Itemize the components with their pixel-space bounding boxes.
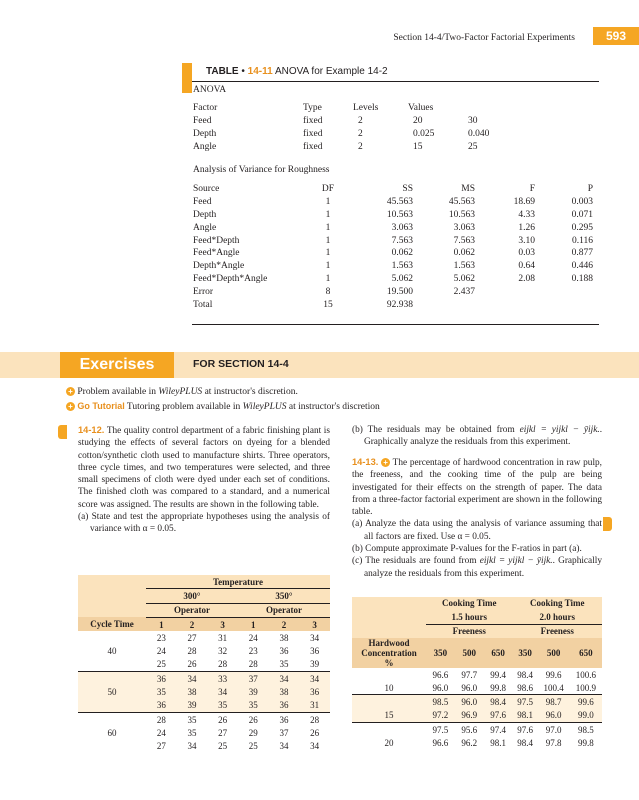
operator-number: 3 (299, 617, 330, 631)
factor-header-cell: Type (303, 103, 322, 114)
anova-header-cell: P (587, 184, 593, 195)
cycle-time-value (78, 631, 146, 644)
strength-cell: 96.6 (432, 738, 449, 749)
side-tab (603, 517, 612, 531)
anova-heading: ANOVA (193, 85, 227, 95)
table-rule-top (192, 81, 599, 82)
freeness-level: 650 (491, 647, 505, 658)
anova-cell: 0.03 (518, 248, 535, 259)
factor-table (193, 102, 518, 153)
operator-number-row (78, 617, 330, 631)
score-cell: 38 (279, 687, 289, 698)
strength-cell: 98.5 (432, 697, 449, 708)
score-cell: 26 (310, 727, 320, 738)
anova-cell: 15 (323, 299, 333, 310)
score-cell: 24 (248, 632, 258, 643)
cycle-time-value (78, 712, 146, 726)
score-cell: 36 (279, 646, 289, 657)
table-number: 14-11 (247, 66, 273, 77)
strength-cell: 99.8 (490, 682, 506, 693)
score-cell: 31 (310, 700, 320, 711)
table-row (352, 736, 602, 749)
factor-header-cell: Values (408, 103, 434, 114)
factor-cell: 0.025 (413, 128, 435, 139)
strength-cell: 100.4 (543, 682, 564, 693)
table-caption (206, 66, 388, 77)
anova-cell: 0.446 (571, 261, 593, 272)
score-cell: 35 (156, 687, 166, 698)
factor-cell: fixed (303, 141, 323, 152)
strength-cell: 98.6 (517, 682, 533, 693)
strength-cell: 97.5 (517, 697, 533, 708)
cycle-time-label: Cycle Time (90, 619, 134, 630)
score-cell: 26 (248, 714, 258, 725)
score-cell: 24 (156, 646, 166, 657)
anova-header-cell: F (529, 184, 535, 195)
table-row (352, 668, 602, 681)
anova-cell: Depth (193, 209, 217, 220)
plus-icon: + (381, 458, 390, 467)
strength-cell: 99.4 (490, 669, 506, 680)
strength-cell: 99.6 (545, 669, 562, 680)
strength-cell: 97.7 (461, 669, 478, 680)
table-row (78, 658, 330, 672)
anova-cell: 3.10 (518, 235, 535, 246)
anova-cell: 1 (325, 235, 331, 246)
cycle-time-value (78, 740, 146, 753)
anova-cell (475, 298, 535, 311)
anova-cell: 0.116 (571, 235, 593, 246)
side-tab (58, 425, 67, 439)
strength-cell: 97.6 (490, 710, 506, 721)
factor-row (193, 140, 518, 153)
temps-row (78, 589, 330, 603)
anova-cell: 0.062 (453, 248, 475, 259)
anova-cell: 7.563 (391, 235, 413, 246)
operator-number: 1 (146, 617, 177, 631)
anova-cell: 1.563 (391, 261, 413, 272)
score-cell: 27 (156, 741, 166, 752)
strength-cell: 96.6 (432, 669, 449, 680)
for-section-label: FOR SECTION 14-4 (193, 358, 289, 370)
operator-number: 1 (238, 617, 269, 631)
strength-cell: 98.4 (490, 697, 506, 708)
anova-cell: 0.003 (571, 197, 593, 208)
go-tutorial-label: Go Tutorial (77, 401, 125, 411)
score-cell: 39 (310, 659, 320, 670)
anova-row (193, 234, 593, 247)
score-cell: 36 (156, 673, 166, 684)
score-cell: 27 (187, 632, 197, 643)
score-cell: 27 (218, 727, 228, 738)
strength-cell: 96.9 (461, 710, 478, 721)
strength-cell: 97.5 (432, 724, 449, 735)
cooking-time-row (352, 597, 602, 610)
score-cell: 34 (187, 741, 197, 752)
freeness-level: 500 (462, 647, 477, 658)
score-cell: 34 (279, 741, 289, 752)
legend-wileyplus: + Problem available in WileyPLUS at instructor's discretion. (66, 387, 298, 397)
cycle-time-value: 40 (107, 646, 117, 657)
score-cell: 23 (156, 632, 166, 643)
strength-cell: 98.4 (517, 669, 533, 680)
anova-cell: 10.563 (448, 209, 475, 220)
score-cell: 37 (248, 673, 258, 684)
anova-cell (535, 285, 593, 298)
anova-header-cell: MS (461, 184, 475, 195)
table-row (352, 681, 602, 695)
anova-header-cell: Source (193, 184, 220, 195)
anova-cell: 0.877 (571, 248, 593, 259)
score-cell: 28 (218, 659, 228, 670)
anova-cell: 1 (325, 197, 331, 208)
plus-icon: + (66, 402, 75, 411)
strength-cell: 97.0 (545, 724, 562, 735)
strength-cell: 98.1 (517, 710, 533, 721)
factor-cell: 0.040 (468, 128, 490, 139)
score-cell: 32 (218, 646, 228, 657)
anova-cell: Feed (193, 197, 212, 208)
concentration-value (352, 668, 426, 681)
score-cell: 34 (279, 673, 289, 684)
anova-row (193, 209, 593, 222)
factor-header-cell: Levels (353, 103, 379, 114)
strength-cell: 98.1 (490, 738, 506, 749)
exercise-part-b: (b) Compute approximate P-values for the F-ratios in part (a). (352, 544, 582, 555)
freeness-level-row (352, 638, 602, 668)
anova-cell: 1.26 (518, 222, 535, 233)
concentration-value (352, 695, 426, 709)
exercises-banner: Exercises (60, 352, 174, 378)
factor-cell: 30 (468, 116, 478, 127)
score-cell: 34 (310, 673, 320, 684)
strength-cell: 97.8 (545, 738, 562, 749)
factor-cell: Angle (193, 141, 217, 152)
strength-cell: 100.9 (575, 682, 596, 693)
variance-heading: Analysis of Variance for Roughness (193, 165, 330, 175)
anova-cell: 1 (325, 273, 331, 284)
table-row (78, 712, 330, 726)
concentration-value (352, 723, 426, 737)
dye-score-table (78, 575, 330, 753)
score-cell: 28 (156, 714, 166, 725)
table-row (352, 723, 602, 737)
exercise-text: The percentage of hardwood concentration in raw pulp, the freeness, and the cooking time of the pulp are being investigated for their effects on the strength of paper. The data from a three-factor factorial experiment are shown in the following table. (352, 458, 603, 518)
score-cell: 34 (187, 673, 197, 684)
concentration-value: 20 (384, 738, 394, 749)
anova-cell: 1 (325, 209, 331, 220)
exercise-14-12-b: (b) The residuals may be obtained from eijkl = yijkl − ȳijk.. Graphically analyze the residuals from this experiment. (352, 425, 603, 448)
score-cell: 36 (310, 687, 320, 698)
strength-cell: 96.0 (461, 697, 478, 708)
factor-cell: fixed (303, 116, 323, 127)
anova-header-cell: DF (321, 184, 335, 195)
score-cell: 28 (248, 659, 258, 670)
operator-number: 2 (177, 617, 208, 631)
factor-cell: Feed (193, 116, 212, 127)
anova-cell: 45.563 (386, 197, 413, 208)
score-cell: 24 (156, 727, 166, 738)
table-row (78, 740, 330, 753)
anova-row (193, 247, 593, 260)
page-number: 593 (593, 27, 639, 45)
table-row (78, 631, 330, 644)
factor-cell: Depth (193, 128, 217, 139)
exercise-text: The quality control department of a fabric finishing plant is studying the effects of several factors on dyeing for a blended cotton/synthetic cloth used to manufacture shirts. Three operators, three cycle times, and two temperatures were selected, and three small specimens of cloth were dyed under each set of conditions. The finished cloth was compared to a standard, and a numerical score was assigned. The results are shown in the following table. (78, 426, 330, 510)
freeness-level: 650 (579, 647, 593, 658)
pulp-strength-table (352, 597, 602, 750)
score-cell: 35 (187, 727, 197, 738)
factor-row (193, 128, 518, 141)
anova-cell: Feed*Depth*Angle (193, 273, 268, 284)
anova-cell: 5.062 (453, 273, 475, 284)
score-cell: 25 (156, 659, 166, 670)
strength-cell: 97.2 (432, 710, 449, 721)
score-cell: 37 (279, 727, 289, 738)
anova-cell: 0.295 (571, 222, 593, 233)
exercise-part-a: (a) Analyze the data using the analysis of variance assuming that all factors are fixed. Use α = 0.05. (352, 519, 602, 542)
score-cell: 33 (218, 673, 228, 684)
time-2-0: 2.0 hours (539, 611, 576, 622)
score-cell: 34 (218, 687, 228, 698)
score-cell: 26 (187, 659, 197, 670)
freeness-level: 500 (546, 647, 561, 658)
score-cell: 36 (156, 700, 166, 711)
factor-cell: 2 (358, 116, 363, 127)
score-cell: 35 (218, 700, 228, 711)
factor-cell: fixed (303, 128, 323, 139)
score-cell: 39 (248, 687, 258, 698)
anova-cell: Angle (193, 222, 217, 233)
table-accent-bar (182, 63, 192, 93)
operator-number: 3 (207, 617, 238, 631)
table-row (78, 699, 330, 713)
anova-row (193, 298, 593, 311)
anova-table (193, 183, 593, 311)
legend-go-tutorial: + Go Tutorial Tutoring problem available in WileyPLUS at instructor's discretion (66, 401, 380, 412)
anova-cell (413, 298, 475, 311)
cooking-time-label: Cooking Time (442, 598, 497, 609)
strength-cell: 95.6 (461, 724, 478, 735)
anova-cell: 19.500 (386, 286, 413, 297)
freeness-level: 350 (518, 647, 532, 658)
cooking-time-label: Cooking Time (530, 598, 585, 609)
factor-header-cell: Factor (193, 103, 218, 114)
anova-cell: 5.062 (391, 273, 413, 284)
table-row (78, 726, 330, 739)
exercise-part-c: (c) The residuals are found from eijkl = yijkl − ȳijk.. Graphically analyze the residuals from this experiment. (352, 556, 602, 579)
factor-cell: 2 (358, 141, 363, 152)
temp-350: 350° (238, 589, 330, 603)
operator-label: Operator (238, 603, 330, 617)
score-cell: 25 (218, 741, 228, 752)
anova-cell: 3.063 (453, 222, 475, 233)
anova-cell: 0.64 (518, 261, 535, 272)
factor-cell: 2 (358, 128, 363, 139)
anova-cell: 1 (325, 261, 331, 272)
anova-cell: Total (193, 299, 213, 310)
score-cell: 26 (218, 714, 228, 725)
plus-icon: + (66, 387, 75, 396)
hardwood-label: Hardwood Concentration % (361, 637, 417, 668)
temp-300: 300° (146, 589, 238, 603)
exercise-14-12 (78, 424, 330, 536)
anova-cell: 92.938 (386, 299, 413, 310)
anova-row (193, 260, 593, 273)
score-cell: 34 (310, 632, 320, 643)
table-row (78, 685, 330, 698)
anova-cell: 10.563 (386, 209, 413, 220)
anova-row (193, 221, 593, 234)
score-cell: 31 (218, 632, 228, 643)
factor-cell: 15 (413, 141, 423, 152)
table-caption-text: ANOVA for Example 14-2 (274, 66, 388, 77)
score-cell: 34 (310, 741, 320, 752)
freeness-label: Freeness (426, 624, 513, 638)
running-header: Section 14-4/Two-Factor Factorial Experiments (393, 33, 575, 43)
strength-cell: 99.0 (578, 710, 594, 721)
exercise-number: 14-13. (352, 457, 379, 467)
exercise-14-13 (352, 456, 602, 580)
factor-row (193, 115, 518, 128)
anova-row (193, 273, 593, 286)
score-cell: 38 (279, 632, 289, 643)
factor-cell: 20 (413, 116, 423, 127)
strength-cell: 98.7 (545, 697, 562, 708)
strength-cell: 98.5 (578, 724, 594, 735)
score-cell: 36 (310, 646, 320, 657)
cycle-time-value (78, 658, 146, 672)
anova-cell: 0.062 (391, 248, 413, 259)
score-cell: 25 (248, 741, 258, 752)
anova-cell: 3.063 (391, 222, 413, 233)
anova-cell: 18.69 (513, 197, 535, 208)
temperature-row (78, 575, 330, 589)
score-cell: 23 (248, 646, 258, 657)
anova-cell: 0.188 (571, 273, 593, 284)
strength-cell: 97.6 (517, 724, 533, 735)
anova-cell: 2.08 (518, 273, 535, 284)
anova-cell: 2.437 (453, 286, 475, 297)
score-cell: 38 (187, 687, 197, 698)
operator-number: 2 (269, 617, 300, 631)
table-row (78, 644, 330, 657)
anova-row (193, 285, 593, 298)
cycle-time-value (78, 699, 146, 713)
anova-cell: 1.563 (453, 261, 475, 272)
strength-cell: 96.0 (545, 710, 562, 721)
anova-cell: 8 (325, 286, 331, 297)
anova-header-cell: SS (402, 184, 413, 195)
score-cell: 36 (279, 714, 289, 725)
cycle-time-value: 50 (107, 687, 117, 698)
strength-cell: 99.8 (578, 738, 594, 749)
table-rule-bottom (192, 324, 599, 325)
table-label: TABLE (206, 66, 239, 77)
table-row (78, 672, 330, 686)
concentration-value: 15 (384, 710, 394, 721)
table-row (352, 709, 602, 723)
score-cell: 29 (248, 727, 258, 738)
table-row (352, 695, 602, 709)
anova-cell: Depth*Angle (193, 261, 245, 272)
score-cell: 39 (187, 700, 197, 711)
strength-cell: 99.6 (578, 697, 594, 708)
freeness-label: Freeness (513, 624, 602, 638)
score-cell: 28 (187, 646, 197, 657)
anova-cell: Error (193, 286, 214, 297)
concentration-value: 10 (384, 682, 394, 693)
score-cell: 35 (187, 714, 197, 725)
score-cell: 35 (248, 700, 258, 711)
strength-cell: 98.4 (517, 738, 533, 749)
factor-cell: 25 (468, 141, 478, 152)
anova-header-row (193, 183, 593, 196)
anova-cell: 45.563 (448, 197, 475, 208)
factor-header-cell (468, 102, 518, 115)
anova-cell (535, 298, 593, 311)
score-cell: 28 (310, 714, 320, 725)
strength-cell: 100.6 (575, 669, 596, 680)
score-cell: 36 (279, 700, 289, 711)
temperature-label: Temperature (213, 576, 263, 587)
factor-header-row (193, 102, 518, 115)
time-1-5: 1.5 hours (451, 611, 488, 622)
strength-cell: 97.4 (490, 724, 506, 735)
anova-cell: 7.563 (453, 235, 475, 246)
operator-row (78, 603, 330, 617)
anova-cell: Feed*Angle (193, 248, 240, 259)
freeness-level: 350 (433, 647, 448, 658)
anova-cell: Feed*Depth (193, 235, 240, 246)
anova-cell (475, 285, 535, 298)
strength-cell: 96.0 (461, 682, 478, 693)
anova-cell: 0.071 (571, 209, 593, 220)
operator-label: Operator (146, 603, 238, 617)
anova-cell: 1 (325, 248, 331, 259)
exercise-part-a: (a) State and test the appropriate hypotheses using the analysis of variance with α = 0.05. (78, 512, 330, 535)
strength-cell: 96.0 (432, 682, 449, 693)
anova-cell: 4.33 (518, 209, 535, 220)
cycle-time-value: 60 (107, 727, 117, 738)
score-cell: 35 (279, 659, 289, 670)
anova-row (193, 196, 593, 209)
table-bullet: • (241, 66, 245, 77)
cycle-time-value (78, 672, 146, 686)
strength-cell: 96.2 (461, 738, 478, 749)
exercise-number: 14-12. (78, 425, 105, 435)
anova-cell: 1 (325, 222, 331, 233)
